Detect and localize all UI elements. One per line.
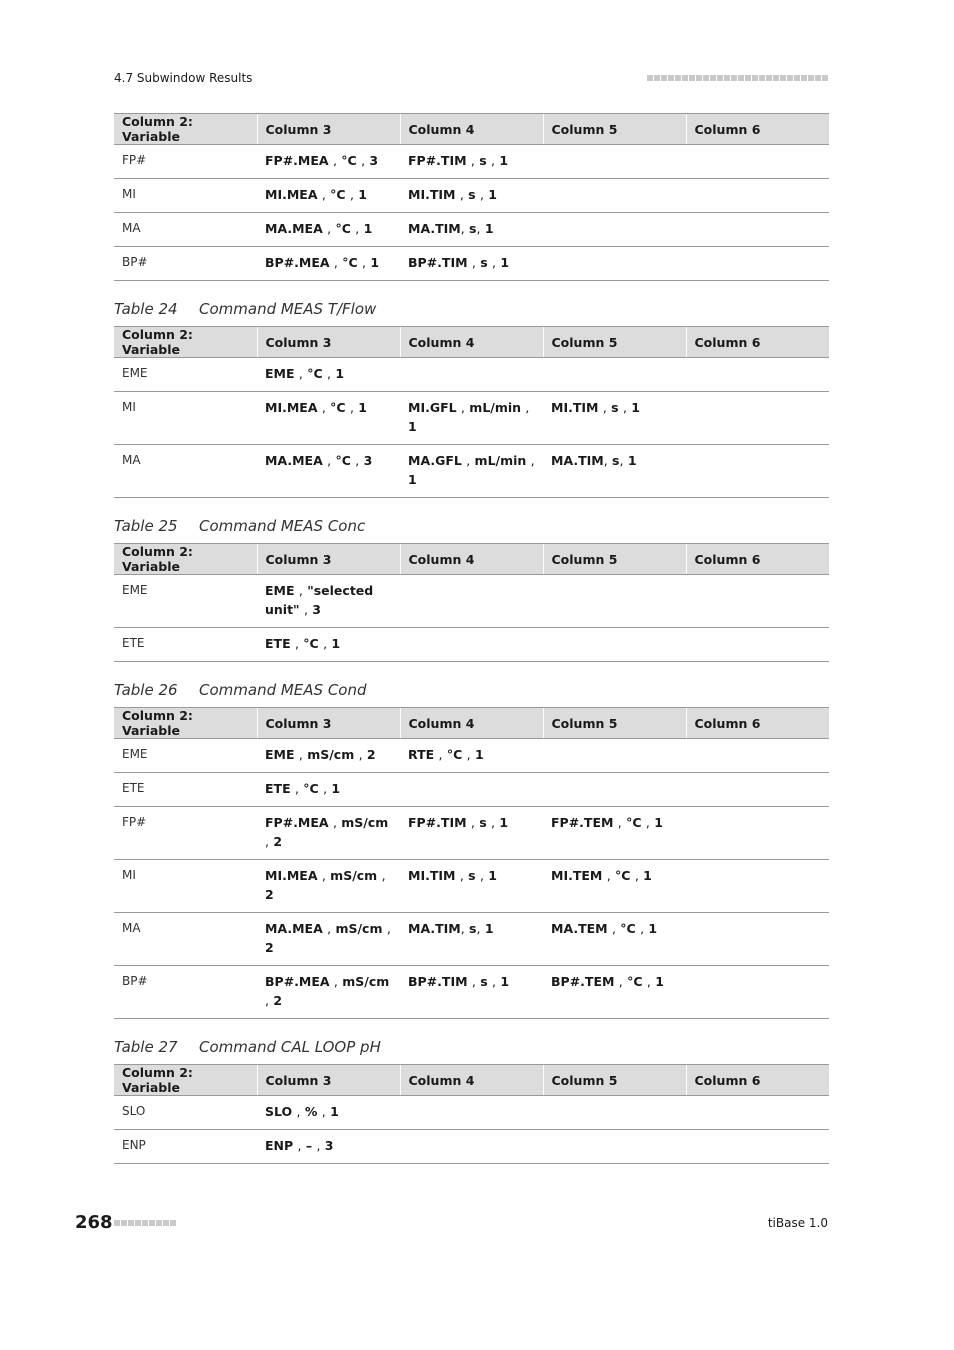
table-header-row <box>114 1065 829 1096</box>
table-row <box>114 213 829 247</box>
value-cell: ETE , °C , 1 <box>257 773 400 807</box>
value-cell: MA.MEA , °C , 3 <box>257 445 400 498</box>
table-header-row <box>114 708 829 739</box>
column-header: Column 5 <box>543 708 686 739</box>
table-row <box>114 1096 829 1130</box>
data-table <box>114 707 829 1019</box>
variable-cell: MA <box>114 213 257 247</box>
value-cell: MI.TEM , °C , 1 <box>543 860 686 913</box>
value-cell <box>543 358 686 392</box>
column-header: Column 6 <box>686 708 829 739</box>
value-cell: MI.TIM , s , 1 <box>400 179 543 213</box>
value-cell: MA.GFL , mL/min , 1 <box>400 445 543 498</box>
value-cell: EME , °C , 1 <box>257 358 400 392</box>
value-cell <box>543 1130 686 1164</box>
column-header: Column 5 <box>543 1065 686 1096</box>
value-cell: MA.MEA , °C , 1 <box>257 213 400 247</box>
column-header: Column 4 <box>400 708 543 739</box>
variable-cell: MI <box>114 860 257 913</box>
variable-cell: MA <box>114 445 257 498</box>
value-cell: MA.TIM, s, 1 <box>543 445 686 498</box>
variable-cell: BP# <box>114 247 257 281</box>
value-cell: BP#.MEA , °C , 1 <box>257 247 400 281</box>
value-cell <box>686 213 829 247</box>
data-table <box>114 326 829 498</box>
value-cell <box>686 247 829 281</box>
value-cell <box>686 773 829 807</box>
variable-cell: SLO <box>114 1096 257 1130</box>
value-cell: MA.TEM , °C , 1 <box>543 913 686 966</box>
variable-cell: MA <box>114 913 257 966</box>
column-header: Column 3 <box>257 544 400 575</box>
column-header: Column 2: Variable <box>114 327 257 358</box>
table-row <box>114 145 829 179</box>
data-table <box>114 1064 829 1164</box>
table-row <box>114 628 829 662</box>
variable-cell: MI <box>114 179 257 213</box>
value-cell <box>543 213 686 247</box>
value-cell <box>400 358 543 392</box>
table-row <box>114 739 829 773</box>
value-cell: FP#.TIM , s , 1 <box>400 807 543 860</box>
variable-cell: BP# <box>114 966 257 1019</box>
value-cell <box>686 807 829 860</box>
column-header: Column 4 <box>400 114 543 145</box>
value-cell: FP#.TIM , s , 1 <box>400 145 543 179</box>
value-cell <box>400 628 543 662</box>
column-header: Column 2: Variable <box>114 114 257 145</box>
data-table <box>114 113 829 281</box>
column-header: Column 6 <box>686 544 829 575</box>
footer-decoration <box>114 1220 176 1226</box>
table-caption-title: Command CAL LOOP pH <box>199 1038 381 1056</box>
table-row <box>114 860 829 913</box>
column-header: Column 2: Variable <box>114 708 257 739</box>
column-header: Column 4 <box>400 1065 543 1096</box>
value-cell <box>686 628 829 662</box>
column-header: Column 2: Variable <box>114 1065 257 1096</box>
variable-cell: ETE <box>114 773 257 807</box>
value-cell <box>400 1096 543 1130</box>
table-row <box>114 247 829 281</box>
page-number: 268 <box>75 1212 113 1233</box>
value-cell <box>400 773 543 807</box>
table-caption-title: Command MEAS Conc <box>199 517 366 535</box>
table-caption <box>114 680 829 700</box>
table-caption-number: Table 26 <box>114 681 178 699</box>
table-row <box>114 1130 829 1164</box>
variable-cell: MI <box>114 392 257 445</box>
value-cell <box>686 1096 829 1130</box>
table-row <box>114 445 829 498</box>
column-header: Column 3 <box>257 327 400 358</box>
table-row <box>114 913 829 966</box>
column-header: Column 5 <box>543 327 686 358</box>
value-cell <box>400 1130 543 1164</box>
value-cell: MI.MEA , mS/cm , 2 <box>257 860 400 913</box>
variable-cell: FP# <box>114 145 257 179</box>
value-cell: ENP , – , 3 <box>257 1130 400 1164</box>
value-cell <box>686 392 829 445</box>
value-cell: BP#.TIM , s , 1 <box>400 966 543 1019</box>
table-row <box>114 179 829 213</box>
value-cell <box>686 860 829 913</box>
value-cell: MA.TIM, s, 1 <box>400 913 543 966</box>
value-cell: RTE , °C , 1 <box>400 739 543 773</box>
table-row <box>114 807 829 860</box>
value-cell <box>686 179 829 213</box>
table-header-row <box>114 114 829 145</box>
column-header: Column 5 <box>543 544 686 575</box>
table-row <box>114 966 829 1019</box>
value-cell: MA.MEA , mS/cm , 2 <box>257 913 400 966</box>
variable-cell: EME <box>114 358 257 392</box>
column-header: Column 5 <box>543 114 686 145</box>
value-cell <box>686 445 829 498</box>
value-cell: MA.TIM, s, 1 <box>400 213 543 247</box>
table-row <box>114 392 829 445</box>
column-header: Column 3 <box>257 1065 400 1096</box>
value-cell: MI.TIM , s , 1 <box>543 392 686 445</box>
value-cell <box>686 575 829 628</box>
column-header: Column 6 <box>686 327 829 358</box>
column-header: Column 4 <box>400 327 543 358</box>
value-cell <box>686 739 829 773</box>
variable-cell: EME <box>114 575 257 628</box>
value-cell: BP#.TIM , s , 1 <box>400 247 543 281</box>
column-header: Column 6 <box>686 114 829 145</box>
value-cell: EME , "selected unit" , 3 <box>257 575 400 628</box>
table-caption <box>114 516 829 536</box>
table-header-row <box>114 544 829 575</box>
variable-cell: ETE <box>114 628 257 662</box>
value-cell: BP#.MEA , mS/cm , 2 <box>257 966 400 1019</box>
value-cell: MI.TIM , s , 1 <box>400 860 543 913</box>
table-row <box>114 358 829 392</box>
value-cell <box>686 913 829 966</box>
value-cell: ETE , °C , 1 <box>257 628 400 662</box>
value-cell <box>543 179 686 213</box>
column-header: Column 6 <box>686 1065 829 1096</box>
variable-cell: EME <box>114 739 257 773</box>
value-cell <box>686 966 829 1019</box>
value-cell <box>543 628 686 662</box>
table-caption-title: Command MEAS Cond <box>199 681 367 699</box>
variable-cell: ENP <box>114 1130 257 1164</box>
value-cell: MI.GFL , mL/min , 1 <box>400 392 543 445</box>
product-name: tiBase 1.0 <box>767 1216 828 1230</box>
table-header-row <box>114 327 829 358</box>
value-cell <box>686 145 829 179</box>
table-row <box>114 575 829 628</box>
value-cell <box>400 575 543 628</box>
column-header: Column 4 <box>400 544 543 575</box>
value-cell: FP#.MEA , mS/cm , 2 <box>257 807 400 860</box>
value-cell <box>543 739 686 773</box>
column-header: Column 3 <box>257 708 400 739</box>
value-cell <box>543 1096 686 1130</box>
value-cell: BP#.TEM , °C , 1 <box>543 966 686 1019</box>
table-row <box>114 773 829 807</box>
value-cell: FP#.TEM , °C , 1 <box>543 807 686 860</box>
variable-cell: FP# <box>114 807 257 860</box>
document-content <box>114 113 829 1164</box>
value-cell <box>543 575 686 628</box>
table-caption-number: Table 27 <box>114 1038 178 1056</box>
section-header: 4.7 Subwindow Results <box>114 71 253 85</box>
column-header: Column 2: Variable <box>114 544 257 575</box>
table-caption <box>114 1037 829 1057</box>
table-caption-number: Table 25 <box>114 517 178 535</box>
value-cell <box>543 145 686 179</box>
value-cell <box>543 773 686 807</box>
value-cell: MI.MEA , °C , 1 <box>257 392 400 445</box>
value-cell <box>686 1130 829 1164</box>
value-cell: MI.MEA , °C , 1 <box>257 179 400 213</box>
value-cell: FP#.MEA , °C , 3 <box>257 145 400 179</box>
table-caption-title: Command MEAS T/Flow <box>199 300 377 318</box>
value-cell <box>686 358 829 392</box>
value-cell: SLO , % , 1 <box>257 1096 400 1130</box>
table-caption <box>114 299 829 319</box>
value-cell <box>543 247 686 281</box>
table-caption-number: Table 24 <box>114 300 178 318</box>
header-decoration <box>647 75 828 81</box>
data-table <box>114 543 829 662</box>
column-header: Column 3 <box>257 114 400 145</box>
value-cell: EME , mS/cm , 2 <box>257 739 400 773</box>
